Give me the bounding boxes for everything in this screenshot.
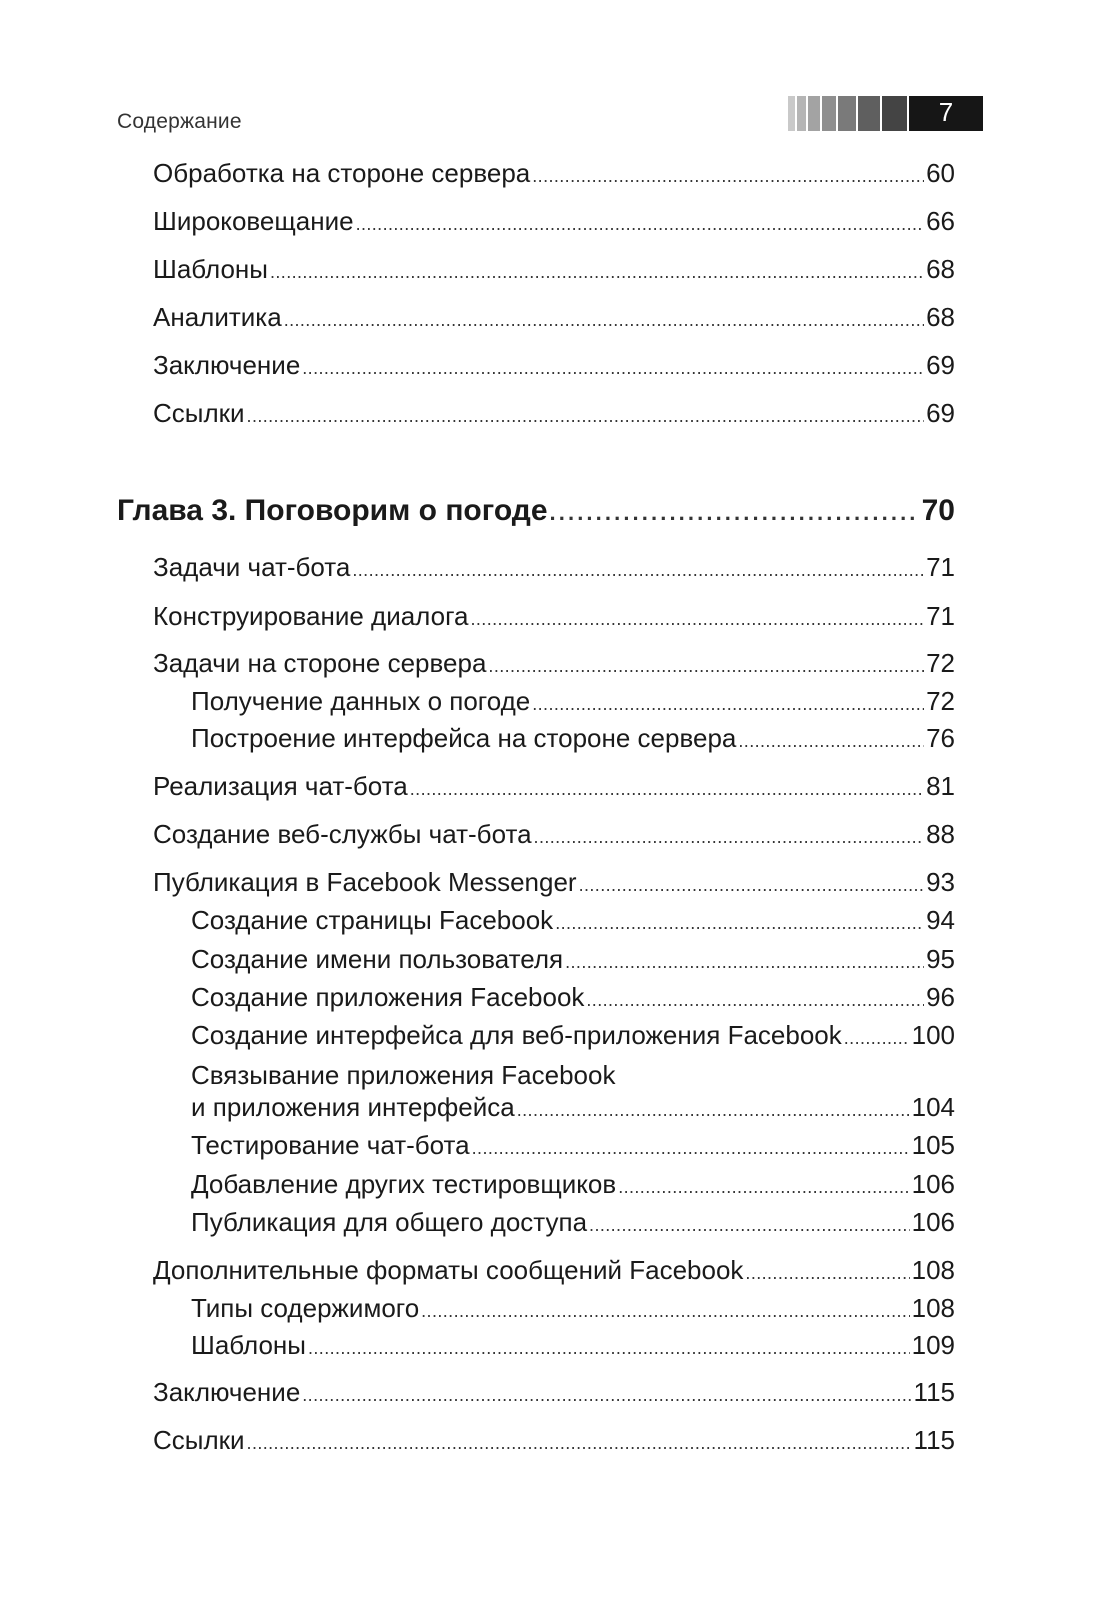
toc-entry-title: Создание приложения Facebook: [191, 982, 585, 1012]
toc-entry-title: Глава 3. Поговорим о погоде: [117, 494, 548, 527]
toc-entry-title: Типы содержимого: [191, 1293, 420, 1323]
toc-entry-page: 106: [911, 1169, 955, 1199]
toc-leader: [844, 1020, 910, 1051]
toc-entry[interactable]: [153, 1377, 955, 1413]
toc-subentry[interactable]: [191, 1293, 955, 1329]
toc-leader: [618, 1169, 909, 1200]
toc-leader: [565, 944, 924, 975]
toc-entry-page: 68: [926, 302, 955, 332]
toc-entry-title: Публикация для общего доступа: [191, 1207, 588, 1237]
page-number-bar: [788, 96, 983, 131]
toc-entry-page: 96: [926, 982, 955, 1012]
toc-entry-page: 72: [926, 648, 955, 678]
toc-entry-title: Широковещание: [153, 206, 354, 236]
toc-chapter-entry[interactable]: [117, 494, 955, 536]
bar-block: [808, 96, 820, 131]
toc-entry-title: Построение интерфейса на стороне сервера: [191, 723, 737, 753]
toc-entry-title: Получение данных о погоде: [191, 686, 531, 716]
toc-entry[interactable]: [153, 1425, 955, 1461]
toc-entry[interactable]: [153, 398, 955, 434]
bar-block: [882, 96, 907, 131]
toc-entry-title: Создание интерфейса для веб-приложения Facebook: [191, 1020, 842, 1050]
toc-leader: [532, 158, 924, 189]
toc-entry-title: Реализация чат-бота: [153, 771, 408, 801]
toc-entry-title: Заключение: [153, 350, 301, 380]
toc-entry-page: 109: [911, 1330, 955, 1360]
toc-entry-title: Конструирование диалога: [153, 601, 469, 631]
toc-leader: [517, 1092, 910, 1123]
toc-entry-title: Обработка на стороне сервера: [153, 158, 531, 188]
toc-entry[interactable]: [153, 819, 955, 855]
bar-block: [858, 96, 880, 131]
toc-leader: [410, 771, 924, 802]
toc-leader: [302, 350, 924, 381]
toc-entry-title: Дополнительные форматы сообщений Facebook: [153, 1255, 744, 1285]
toc-subentry[interactable]: [191, 686, 955, 722]
page-number: 7: [909, 96, 983, 131]
toc-leader: [745, 1255, 909, 1286]
toc-entry-page: 106: [911, 1207, 955, 1237]
toc-subentry[interactable]: [191, 1169, 955, 1205]
toc-entry-page: 71: [926, 601, 955, 631]
toc-entry-page: 108: [911, 1255, 955, 1285]
toc-entry-page: 94: [926, 905, 955, 935]
toc-entry[interactable]: [153, 350, 955, 386]
toc-entry-page: 66: [926, 206, 955, 236]
toc-leader: [247, 398, 925, 429]
toc-leader: [488, 648, 924, 679]
toc-subentry[interactable]: [191, 905, 955, 941]
toc-entry[interactable]: [153, 601, 955, 637]
bar-block: [797, 96, 806, 131]
toc-entry[interactable]: [153, 302, 955, 338]
toc-subentry[interactable]: [191, 723, 955, 759]
toc-entry[interactable]: [153, 771, 955, 807]
toc-entry-page: 88: [926, 819, 955, 849]
toc-entry-page: 93: [926, 867, 955, 897]
toc-leader: [550, 494, 920, 528]
toc-entry-page: 115: [913, 1377, 955, 1407]
toc-subentry[interactable]: [191, 1020, 955, 1056]
toc-entry-title: Создание веб-службы чат-бота: [153, 819, 532, 849]
toc-subentry[interactable]: [191, 1207, 955, 1243]
toc-entry-title: Публикация в Facebook Messenger: [153, 867, 577, 897]
bar-block: [822, 96, 836, 131]
toc-entry[interactable]: [153, 254, 955, 290]
toc-entry-title: Задачи чат-бота: [153, 552, 351, 582]
toc-entry-page: 95: [926, 944, 955, 974]
toc-subentry[interactable]: [191, 982, 955, 1018]
toc-leader: [421, 1293, 909, 1324]
running-header-title: Содержание: [117, 110, 242, 133]
toc-entry-page: 72: [926, 686, 955, 716]
toc-leader: [470, 601, 924, 632]
toc-entry-title: Тестирование чат-бота: [191, 1130, 470, 1160]
toc-entry-title: Шаблоны: [191, 1330, 306, 1360]
toc-subentry[interactable]: [191, 944, 955, 980]
bar-block: [788, 96, 795, 131]
toc-leader: [589, 1207, 910, 1238]
toc-entry-page: 70: [921, 494, 955, 527]
toc-leader: [247, 1425, 912, 1456]
toc-entry[interactable]: [153, 648, 955, 684]
toc-entry-title: и приложения интерфейса: [191, 1092, 515, 1122]
toc-entry-title: Ссылки: [153, 398, 245, 428]
toc-entry-title: Создание имени пользователя: [191, 944, 564, 974]
toc-entry-page: 60: [926, 158, 955, 188]
toc-entry-title: Шаблоны: [153, 254, 268, 284]
toc-subentry[interactable]: [191, 1130, 955, 1166]
toc-entry-title: Ссылки: [153, 1425, 245, 1455]
toc-leader: [738, 723, 924, 754]
toc-entry-title-line1[interactable]: Связывание приложения Facebook: [191, 1060, 616, 1090]
toc-leader: [302, 1377, 911, 1408]
toc-entry-page: 71: [926, 552, 955, 582]
toc-entry-title: Задачи на стороне сервера: [153, 648, 487, 678]
toc-entry[interactable]: [153, 158, 955, 194]
toc-entry-page: 105: [911, 1130, 955, 1160]
toc-entry-page: 104: [911, 1092, 955, 1122]
toc-entry[interactable]: [153, 867, 955, 903]
toc-entry-page: 69: [926, 398, 955, 428]
toc-leader: [534, 819, 925, 850]
toc-entry-title: Добавление других тестировщиков: [191, 1169, 617, 1199]
toc-entry[interactable]: [153, 1255, 955, 1291]
toc-entry-page: 108: [911, 1293, 955, 1323]
toc-entry-title: Аналитика: [153, 302, 282, 332]
toc-entry-title: Создание страницы Facebook: [191, 905, 554, 935]
toc-entry-page: 115: [913, 1425, 955, 1455]
toc-leader: [586, 982, 924, 1013]
toc-entry-title: Заключение: [153, 1377, 301, 1407]
toc-leader: [579, 867, 924, 898]
toc-entry-page: 81: [926, 771, 955, 801]
toc-subentry[interactable]: [191, 1330, 955, 1366]
toc-entry[interactable]: [153, 552, 955, 588]
toc-leader: [555, 905, 924, 936]
toc-leader: [356, 206, 925, 237]
toc-leader: [308, 1330, 910, 1361]
toc-entry-page: 76: [926, 723, 955, 753]
toc-leader: [472, 1130, 910, 1161]
toc-leader: [532, 686, 924, 717]
toc-entry[interactable]: [153, 206, 955, 242]
toc-leader: [270, 254, 924, 285]
bar-block: [838, 96, 856, 131]
toc-entry-page: 69: [926, 350, 955, 380]
toc-leader: [284, 302, 924, 333]
toc-leader: [352, 552, 924, 583]
toc-entry-page: 100: [911, 1020, 955, 1050]
toc-subentry[interactable]: [191, 1092, 955, 1128]
toc-entry-page: 68: [926, 254, 955, 284]
